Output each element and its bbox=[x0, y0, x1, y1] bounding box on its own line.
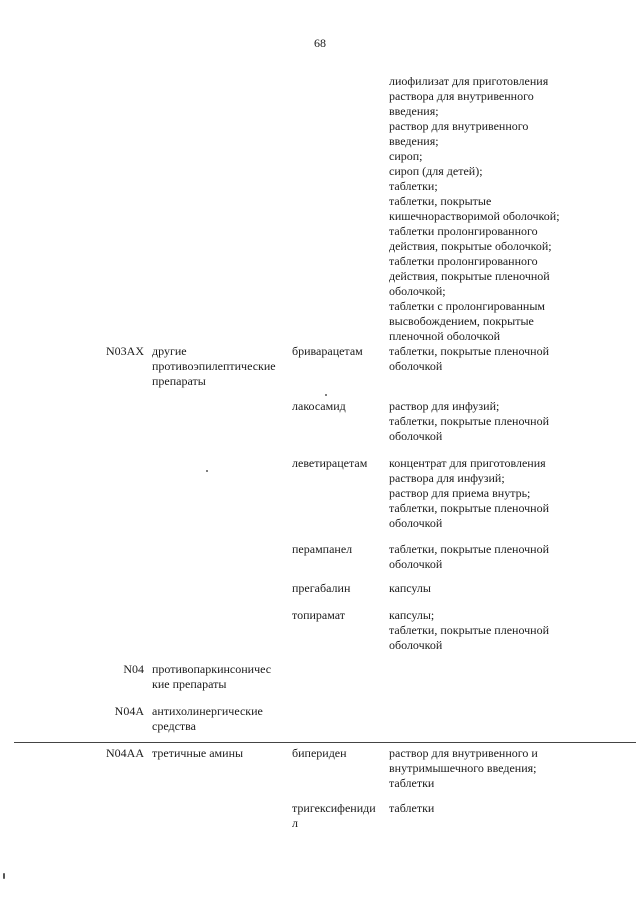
form-line: таблетки, покрытые bbox=[389, 194, 492, 208]
scan-speck bbox=[3, 873, 5, 879]
forms-lacosamide bbox=[389, 399, 599, 444]
atc-group-n04a bbox=[152, 704, 292, 734]
atc-code-n03ax: N03AX bbox=[106, 344, 144, 358]
forms-perampanel bbox=[389, 542, 599, 572]
form-line: таблетки bbox=[389, 776, 435, 790]
substance-pregabalin: прегабалин bbox=[292, 581, 351, 595]
substance-line: тригексифениди bbox=[292, 801, 376, 815]
page-number: 68 bbox=[314, 36, 326, 50]
substance-biperiden: бипериден bbox=[292, 746, 347, 760]
form-line: действия, покрытые оболочкой; bbox=[389, 239, 552, 253]
form-line: капсулы bbox=[389, 581, 431, 595]
form-line: таблетки, покрытые пленочной bbox=[389, 623, 550, 637]
form-line: капсулы; bbox=[389, 608, 435, 622]
substance-brivaracetam: бриварацетам bbox=[292, 344, 363, 358]
form-line: таблетки пролонгированного bbox=[389, 224, 538, 238]
atc-code-n04: N04 bbox=[123, 662, 144, 676]
atc-group-n03ax bbox=[152, 344, 292, 389]
form-line: лиофилизат для приготовления bbox=[389, 74, 549, 88]
group-line: препараты bbox=[152, 374, 206, 388]
form-line: действия, покрытые пленочной bbox=[389, 269, 550, 283]
atc-group-n04aa bbox=[152, 746, 292, 761]
form-line: раствора для внутривенного bbox=[389, 89, 534, 103]
form-line: раствор для внутривенного и bbox=[389, 746, 538, 760]
form-line: введения; bbox=[389, 104, 439, 118]
form-line: сироп; bbox=[389, 149, 423, 163]
form-line: таблетки, покрытые пленочной bbox=[389, 344, 550, 358]
substance-perampanel: перампанел bbox=[292, 542, 353, 556]
scan-speck bbox=[325, 394, 327, 396]
forms-brivaracetam bbox=[389, 344, 599, 374]
form-line: таблетки, покрытые пленочной bbox=[389, 542, 550, 556]
forms-topiramate bbox=[389, 608, 599, 653]
atc-group-n04 bbox=[152, 662, 292, 692]
form-line: таблетки, покрытые пленочной bbox=[389, 414, 550, 428]
substance-topiramate: топирамат bbox=[292, 608, 346, 622]
form-line: таблетки с пролонгированным bbox=[389, 299, 546, 313]
substance-levetiracetam: леветирацетам bbox=[292, 456, 368, 470]
form-line: оболочкой bbox=[389, 359, 443, 373]
scan-speck bbox=[206, 470, 208, 472]
form-line: таблетки пролонгированного bbox=[389, 254, 538, 268]
form-line: сироп (для детей); bbox=[389, 164, 483, 178]
form-line: раствора для инфузий; bbox=[389, 471, 505, 485]
form-line: пленочной оболочкой bbox=[389, 329, 501, 343]
form-line: оболочкой bbox=[389, 429, 443, 443]
group-line: другие bbox=[152, 344, 187, 358]
group-line: противоэпилептические bbox=[152, 359, 276, 373]
forms-biperiden bbox=[389, 746, 599, 791]
form-line: кишечнорастворимой оболочкой; bbox=[389, 209, 560, 223]
group-line: средства bbox=[152, 719, 197, 733]
form-line: внутримышечного введения; bbox=[389, 761, 537, 775]
atc-code-n04a: N04A bbox=[114, 704, 144, 718]
form-line: раствор для приема внутрь; bbox=[389, 486, 531, 500]
form-line: введения; bbox=[389, 134, 439, 148]
form-line: таблетки; bbox=[389, 179, 438, 193]
form-line: раствор для внутривенного bbox=[389, 119, 529, 133]
form-line: высвобождением, покрытые bbox=[389, 314, 534, 328]
dosage-forms-continued bbox=[389, 74, 599, 344]
atc-code-n04aa: N04AA bbox=[106, 746, 144, 760]
form-line: оболочкой bbox=[389, 516, 443, 530]
forms-levetiracetam bbox=[389, 456, 599, 531]
form-line: оболочкой; bbox=[389, 284, 446, 298]
forms-pregabalin bbox=[389, 581, 599, 596]
table-separator-line bbox=[14, 742, 636, 743]
forms-trihexyphenidyl bbox=[389, 801, 599, 816]
substance-trihexyphenidyl bbox=[292, 801, 388, 831]
form-line: концентрат для приготовления bbox=[389, 456, 546, 470]
form-line: таблетки bbox=[389, 801, 435, 815]
substance-lacosamide: лакосамид bbox=[292, 399, 346, 413]
form-line: раствор для инфузий; bbox=[389, 399, 500, 413]
form-line: оболочкой bbox=[389, 638, 443, 652]
form-line: таблетки, покрытые пленочной bbox=[389, 501, 550, 515]
group-line: кие препараты bbox=[152, 677, 227, 691]
substance-line: л bbox=[292, 816, 298, 830]
group-line: третичные амины bbox=[152, 746, 244, 760]
group-line: антихолинергические bbox=[152, 704, 263, 718]
group-line: противопаркинсоничес bbox=[152, 662, 272, 676]
form-line: оболочкой bbox=[389, 557, 443, 571]
